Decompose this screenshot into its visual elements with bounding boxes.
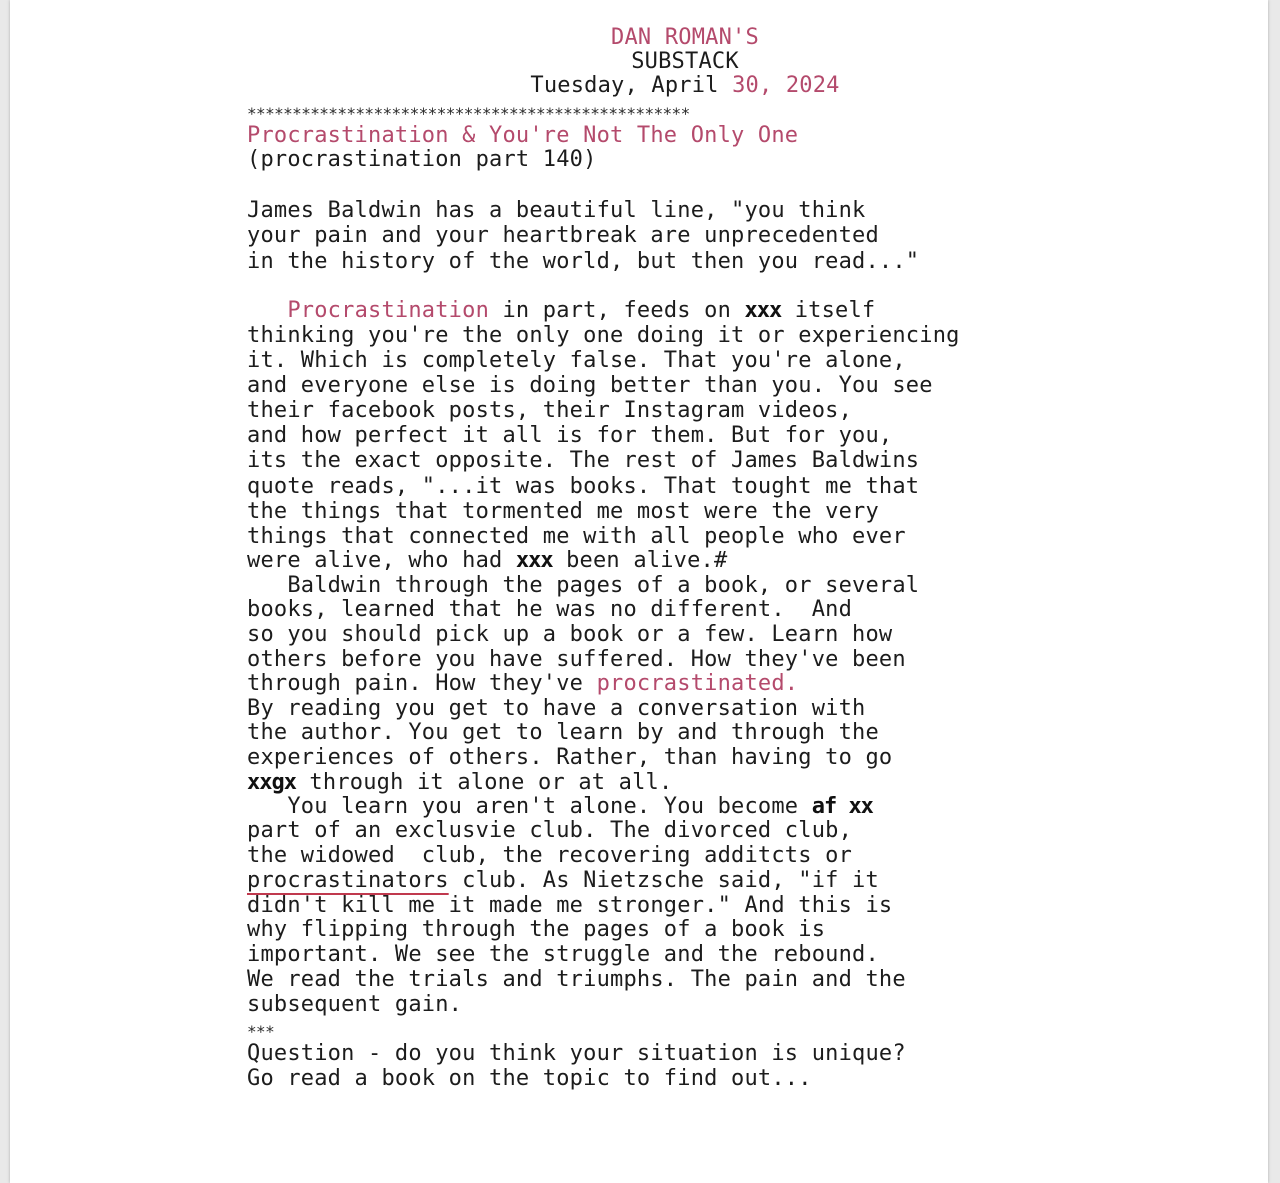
body-line: By reading you get to have a conversation with	[247, 696, 866, 721]
body-line: experiences of others. Rather, than having to go	[247, 745, 893, 770]
author-heading: DAN ROMAN'S	[611, 25, 759, 50]
body-line: didn't kill me it made me stronger." And this is	[247, 893, 893, 918]
body-line	[247, 299, 875, 323]
body-line: others before you have suffered. How they've been	[247, 647, 906, 672]
struck-out-text: xxx	[744, 298, 782, 323]
body-line: books, learned that he was no different. And	[247, 597, 853, 622]
body-line: quote reads, "...it was books. That tought me that	[247, 474, 920, 499]
body-line: We read the trials and triumphs. The pain and the	[247, 967, 906, 992]
body-text: through it alone or at all.	[295, 770, 673, 795]
body-line: part of an exclusvie club. The divorced club,	[247, 818, 853, 843]
end-separator: ***	[247, 1022, 275, 1041]
date-suffix: 30, 2024	[732, 73, 840, 98]
body-line: it. Which is completely false. That you're alone,	[247, 348, 906, 373]
question-line: Question - do you think your situation is unique?	[247, 1041, 906, 1066]
body-line	[247, 771, 672, 795]
highlight-procrastinated: procrastinated.	[596, 671, 799, 696]
highlight-procrastination: Procrastination	[287, 298, 490, 323]
body-line: and how perfect it all is for them. But for you,	[247, 423, 893, 448]
body-line: in the history of the world, but then you read..."	[247, 249, 920, 274]
underlined-procrastinators: procrastinators	[247, 868, 449, 893]
body-text: in part, feeds on	[489, 298, 745, 323]
body-line	[247, 869, 879, 893]
date-line	[0, 74, 1280, 98]
body-line: Baldwin through the pages of a book, or several	[247, 573, 920, 598]
body-text: been alive.#	[552, 548, 728, 573]
body-line: and everyone else is doing better than you. You see	[247, 373, 933, 398]
post-title: Procrastination & You're Not The Only One	[247, 123, 799, 148]
header-separator: *************************************************	[247, 104, 690, 123]
body-text: through pain. How they've	[247, 671, 597, 696]
struck-out-text: xxgx	[247, 770, 296, 795]
body-text: club. As Nietzsche said, "if it	[448, 868, 879, 893]
body-text: itself	[781, 298, 876, 323]
body-line: subsequent gain.	[247, 992, 463, 1017]
body-line	[247, 795, 873, 819]
body-line: the widowed club, the recovering additcts or	[247, 843, 853, 868]
body-line: the author. You get to learn by and through the	[247, 720, 879, 745]
post-subtitle: (procrastination part 140)	[247, 147, 597, 172]
body-line: why flipping through the pages of a book is	[247, 917, 826, 942]
struck-out-text: xxx	[515, 548, 553, 573]
closing-line: Go read a book on the topic to find out...	[247, 1066, 812, 1091]
body-line: its the exact opposite. The rest of James Baldwins	[247, 448, 920, 473]
body-line: so you should pick up a book or a few. Learn how	[247, 622, 893, 647]
body-line: thinking you're the only one doing it or experiencing	[247, 323, 960, 348]
struck-out-text: af xx	[811, 794, 873, 819]
body-line: your pain and your heartbreak are unprecedented	[247, 223, 879, 248]
date-prefix: Tuesday, April	[530, 73, 733, 98]
body-line: the things that tormented me most were the very	[247, 499, 879, 524]
body-line: their facebook posts, their Instagram videos,	[247, 398, 853, 423]
publication-heading: SUBSTACK	[631, 49, 739, 74]
body-line: important. We see the struggle and the rebound.	[247, 942, 879, 967]
body-line: James Baldwin has a beautiful line, "you think	[247, 198, 866, 223]
body-text: You learn you aren't alone. You become	[247, 794, 812, 819]
body-line	[247, 672, 798, 696]
body-line: things that connected me with all people who ever	[247, 524, 906, 549]
body-text: were alive, who had	[247, 548, 516, 573]
body-line	[247, 549, 727, 573]
